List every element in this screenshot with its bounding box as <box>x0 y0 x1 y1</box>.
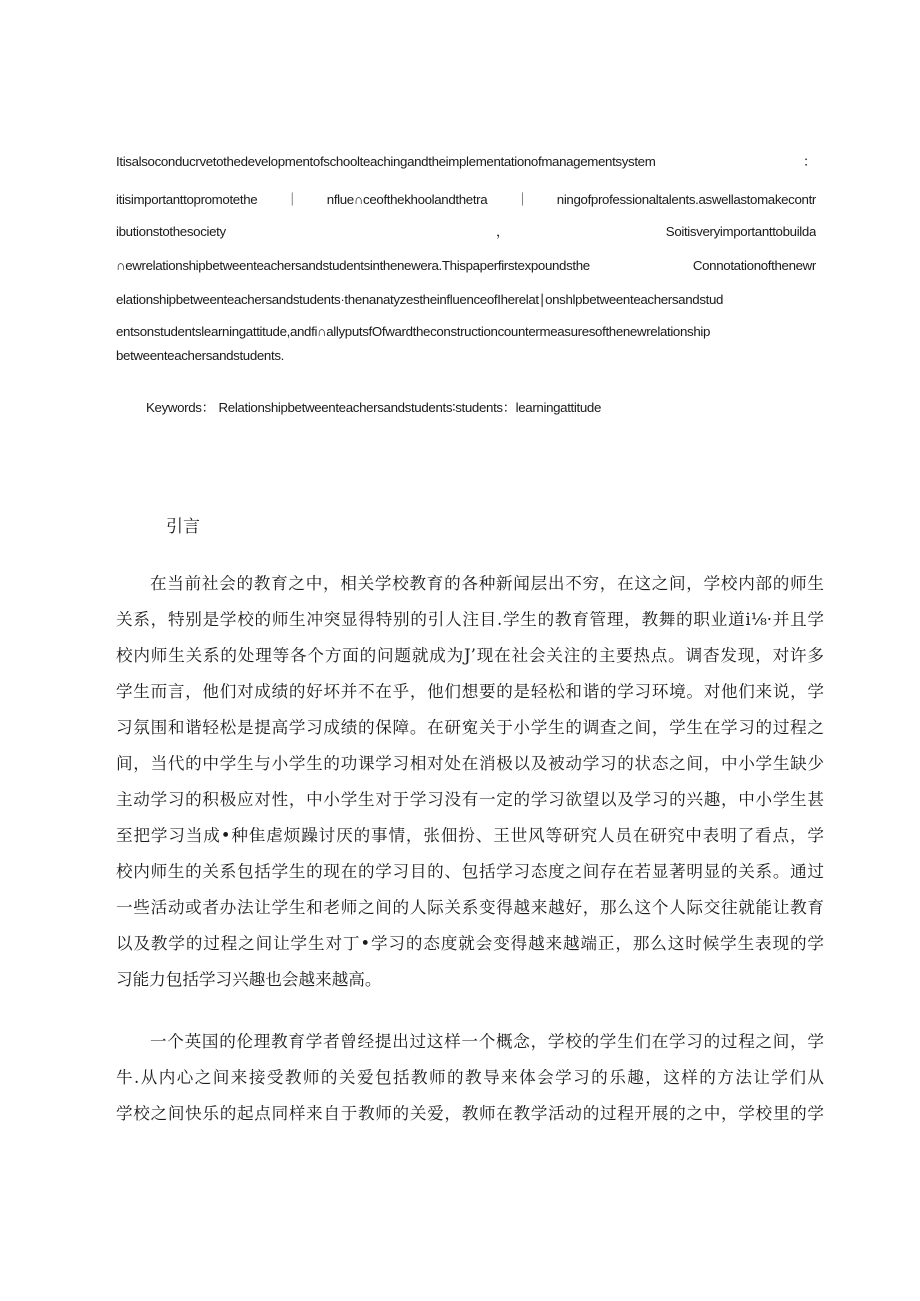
paragraph-1-line: 间，当代的中学生与小学生的功课学习相对处在消极以及被动学习的状态之间，中小学生缺少 <box>116 754 824 773</box>
paragraph-1-line: 校内师生的关系包括学生的现在的学习目的、包括学习态度之间存在若显著明显的关系。通过 <box>116 862 824 881</box>
abstract-line-3-tail: Soitisveryimportanttobuilda <box>665 224 816 239</box>
abstract-line-3-comma: ， <box>496 224 509 239</box>
abstract-line-4: ∩ewrelationshipbetweenteachersandstudentsinthenewera.Thispaperfirstexpoundsthe Connotationofthenewr <box>116 258 816 273</box>
paragraph-1-line: 主动学习的积极应对性，中小学生对于学习没有一定的学习欲望以及学习的兴趣，中小学生甚 <box>116 790 824 809</box>
abstract-line-1: Itisalsoconducrvetothedevelopmentofschoolteachingandtheimplementationofmanagementsystem： <box>116 154 816 169</box>
abstract-line-6: entsonstudentslearningattitude,andfi∩allyputsfOfwardtheconstructioncountermeasuresofthenewrelationship <box>116 324 711 339</box>
paragraph-1-line: 以及教学的过程之间让学生对丁•学习的态度就会变得越来越端正，那么这时候学生表现的学 <box>116 934 824 953</box>
paragraph-2-line: 学校之间快乐的起点同样来自于教师的关爱，教师在教学活动的过程开展的之中，学校里的学 <box>116 1104 824 1123</box>
paragraph-1-line: 习能力包括学习兴趣也会越来越高。 <box>116 970 382 989</box>
keywords-label: Keywords： <box>146 400 215 415</box>
section-heading: 引言 <box>166 517 200 537</box>
abstract-line-3-head: ibutionstothesociety <box>116 224 226 239</box>
abstract-line-2: itisimportanttopromotethe｜nflue∩ceofthekhoolandthetra｜ningofprofessionaltalents.aswellastomakecontr <box>116 192 816 207</box>
paragraph-1-line: 一些活动或者办法让学生和老师之间的人际关系变得越来越好，那么这个人际交往就能让教育 <box>116 898 824 917</box>
paragraph-1-line: 习氛围和谐轻松是提高学习成绩的保障。在研寃关于小学生的调查之间，学生在学习的过程之 <box>116 718 824 737</box>
paragraph-2-line: 一个英国的伦理教育学者曾经提出过这样一个概念，学校的学生们在学习的过程之间，学 <box>150 1032 824 1051</box>
paragraph-1-line: 学生而言，他们对成绩的好坏并不在乎，他们想要的是轻松和谐的学习环境。对他们来说，学 <box>116 682 824 701</box>
keywords-text: Relationshipbetweenteachersandstudents∶students：learningattitude <box>218 400 601 415</box>
paragraph-1-line: 在当前社会的教育之中，相关学校教育的各种新闻层出不穷，在这之间，学校内部的师生 <box>150 574 824 593</box>
abstract-line-5: elationshipbetweenteachersandstudents·thenanatyzestheinfluenceofIherelat∣onshlpbetweenteachersandstud <box>116 292 724 307</box>
keywords <box>146 396 601 420</box>
paragraph-2-line: 牛.从内心之间来接受教师的关爱包括教师的教导来体会学习的乐趣，这样的方法让学们从 <box>116 1068 824 1087</box>
paragraph-1-line: 至把学习当成•种隹虐烦躁讨厌的事情，张佃扮、王世风等研究人员在研究中表明了看点，学 <box>116 826 824 845</box>
paragraph-1-line: 校内师生关系的处理等各个方面的问题就成为J’现在社会关注的主要热点。调杳发现，对许多 <box>116 646 824 665</box>
abstract-line-3 <box>116 220 816 244</box>
paragraph-1-line: 关系，特别是学校的师生冲突显得特别的引人注目.学生的教育管理，教舞的职业道i⅛·并且学 <box>116 610 824 629</box>
abstract-line-7: betweenteachersandstudents. <box>116 348 284 363</box>
